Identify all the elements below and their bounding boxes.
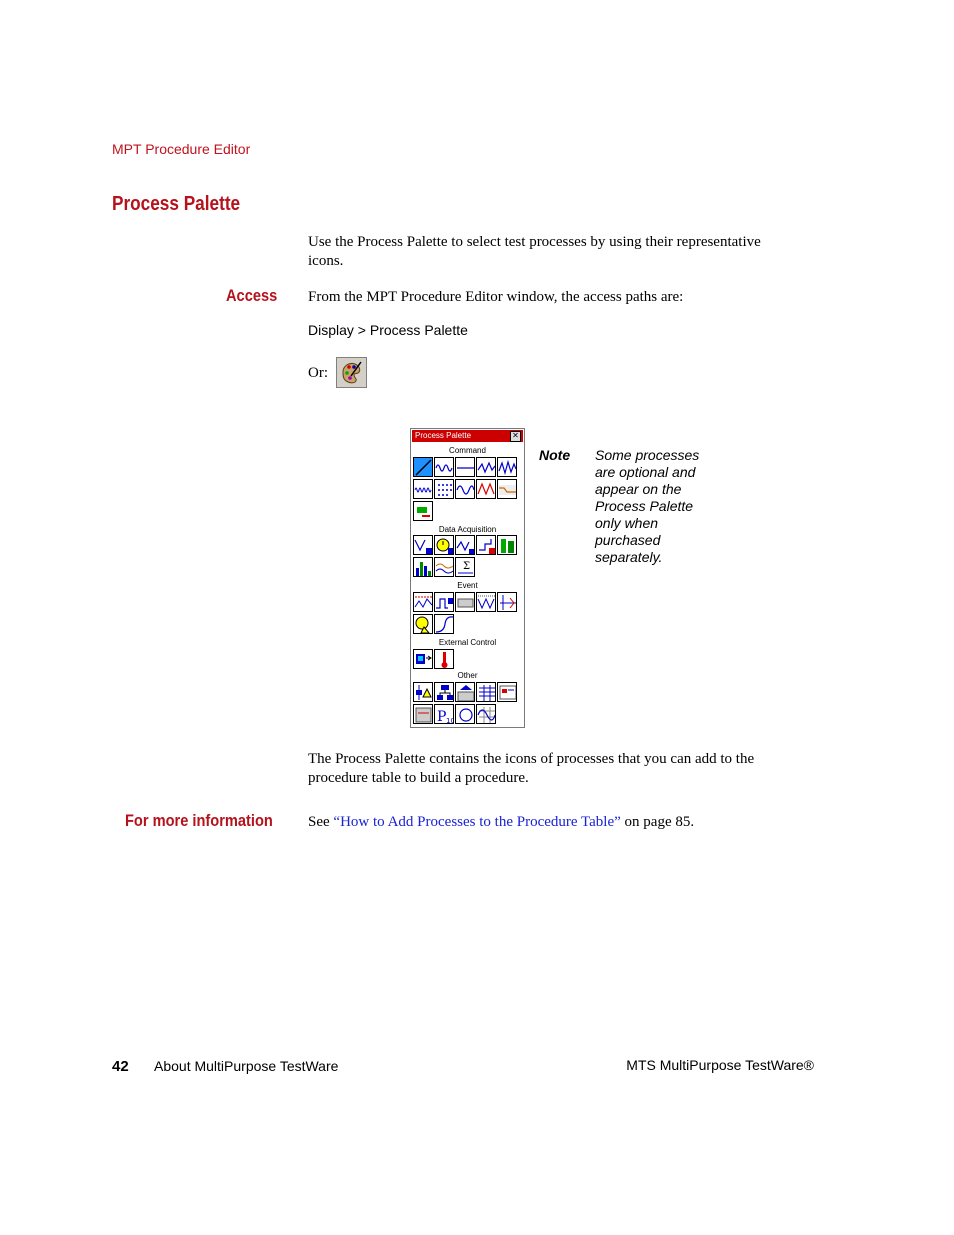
note-line: are optional and <box>595 464 696 480</box>
description-paragraph <box>308 750 754 788</box>
note-line: only when <box>595 515 659 531</box>
timed-acquisition-icon[interactable] <box>434 535 454 555</box>
more-info-text <box>308 813 694 832</box>
operator-event-icon[interactable] <box>455 592 475 612</box>
group-process-icon[interactable] <box>434 682 454 702</box>
temperature-control-icon[interactable] <box>434 649 454 669</box>
menu-path: Display > Process Palette <box>308 322 468 338</box>
data-limit-icon[interactable] <box>476 592 496 612</box>
peak-valley-icon[interactable] <box>476 479 496 499</box>
running-head: MPT Procedure Editor <box>112 141 251 157</box>
access-heading: Access <box>226 286 278 305</box>
description-line: The Process Palette contains the icons of processes that you can add to the <box>308 751 755 767</box>
or-label: Or: <box>308 365 328 381</box>
intro-paragraph: Use the Process Palette to select test processes by using their representative icons. <box>308 234 761 269</box>
note-line: purchased <box>595 532 661 548</box>
palette-section-event: Event <box>457 581 478 590</box>
cyclic-process-icon[interactable] <box>434 457 454 477</box>
note-line: appear on the <box>595 481 682 497</box>
palette-title-bar <box>412 430 523 442</box>
access-text: From the MPT Procedure Editor window, the access paths are: <box>308 289 684 305</box>
block-cyclic-icon[interactable] <box>413 479 433 499</box>
description-line: procedure table to build a procedure. <box>308 770 529 786</box>
profile-process-icon[interactable] <box>476 457 496 477</box>
peak-valley-acquisition-icon[interactable] <box>413 535 433 555</box>
note-text <box>595 447 699 566</box>
max-min-acquisition-icon[interactable] <box>476 535 496 555</box>
random-process-icon[interactable] <box>497 457 517 477</box>
digital-input-icon[interactable] <box>434 592 454 612</box>
note-line: separately. <box>595 549 663 565</box>
summation-icon[interactable] <box>455 557 475 577</box>
limit-event-icon[interactable] <box>413 592 433 612</box>
level-crossing-icon[interactable] <box>455 535 475 555</box>
fatigue-event-icon[interactable] <box>434 614 454 634</box>
command-external-icon[interactable] <box>413 501 433 521</box>
svg-text:10: 10 <box>446 717 455 725</box>
high-speed-acquisition-icon[interactable] <box>497 535 517 555</box>
process-palette-window <box>410 428 525 728</box>
dwell-process-icon[interactable] <box>455 457 475 477</box>
table-process-icon[interactable] <box>476 682 496 702</box>
page-number: 42 <box>112 1058 129 1075</box>
ramp-process-icon[interactable] <box>413 457 433 477</box>
palette-section-other: Other <box>457 671 478 680</box>
footer-left: About MultiPurpose TestWare <box>154 1058 339 1074</box>
more-info-heading: For more information <box>125 811 273 830</box>
report-process-icon[interactable] <box>497 682 517 702</box>
palette-title: Process Palette <box>415 431 472 440</box>
counter-event-icon[interactable] <box>497 592 517 612</box>
external-device-icon[interactable] <box>413 649 433 669</box>
program-process-icon[interactable] <box>413 704 433 724</box>
note-line: Some processes <box>595 447 700 463</box>
more-info-suffix: on page 85. <box>620 814 695 830</box>
palette-toolbar-icon[interactable] <box>336 357 367 388</box>
histogram-acquisition-icon[interactable] <box>413 557 433 577</box>
point-series-icon[interactable] <box>434 479 454 499</box>
svg-text:P: P <box>437 709 447 725</box>
waveform-grid-icon[interactable] <box>476 704 496 724</box>
palette-section-external-control: External Control <box>438 638 497 647</box>
message-process-icon[interactable] <box>455 682 475 702</box>
event-action-icon[interactable] <box>413 682 433 702</box>
procedure-table-link[interactable]: “How to Add Processes to the Procedure Table” <box>333 814 621 830</box>
more-info-prefix: See <box>308 814 334 830</box>
footer-right: MTS MultiPurpose TestWare® <box>626 1057 814 1073</box>
timer-event-icon[interactable] <box>413 614 433 634</box>
sweep-process-icon[interactable] <box>455 479 475 499</box>
section-title: Process Palette <box>112 193 241 215</box>
palette-section-command: Command <box>449 446 486 455</box>
timed-series-icon[interactable] <box>434 557 454 577</box>
note-line: Process Palette <box>595 498 694 514</box>
spectrum-process-icon[interactable] <box>497 479 517 499</box>
palette-section-data-acquisition: Data Acquisition <box>438 525 497 534</box>
loop-process-icon[interactable] <box>455 704 475 724</box>
svg-text:Σ: Σ <box>463 561 471 572</box>
parameter-process-icon[interactable] <box>434 704 454 724</box>
close-icon[interactable]: ✕ <box>510 431 521 442</box>
note-label: Note <box>539 447 571 463</box>
